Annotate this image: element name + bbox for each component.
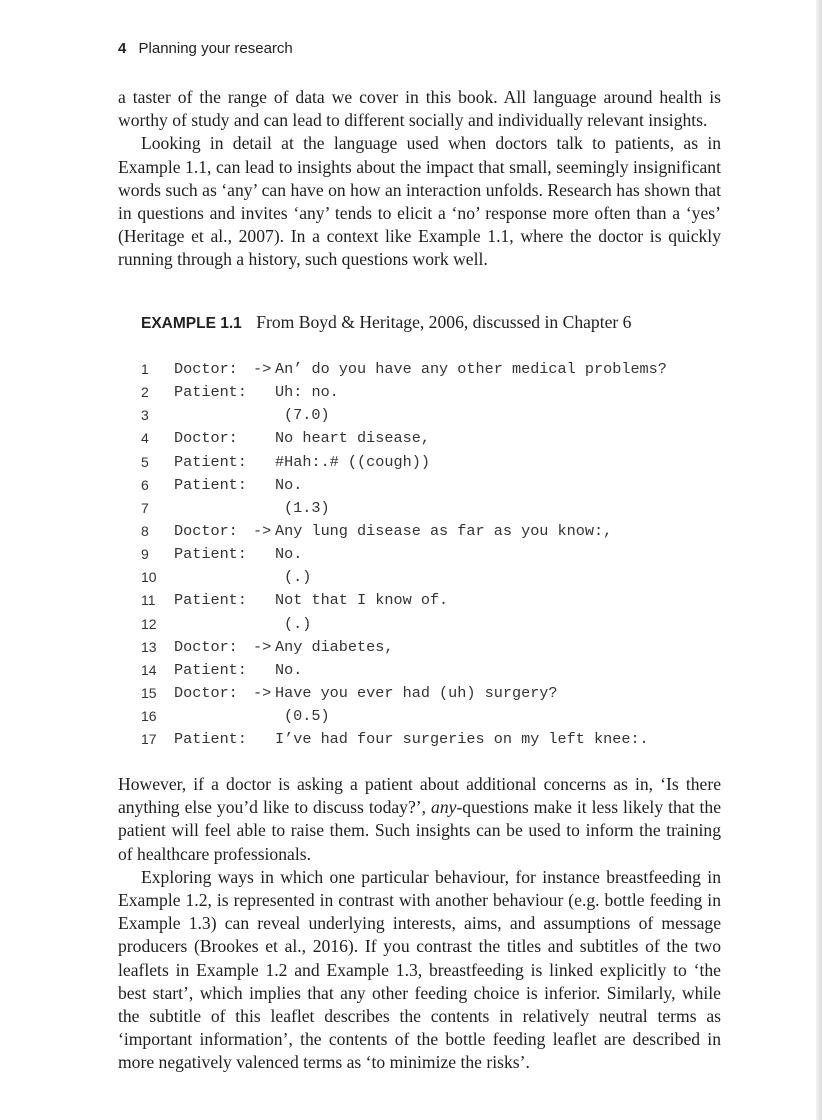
transcript-line xyxy=(141,474,741,497)
example-heading xyxy=(141,312,631,333)
transcript-line xyxy=(141,404,741,427)
transcript-line xyxy=(141,636,741,659)
utterance: (.) xyxy=(284,614,312,633)
utterance: (0.5) xyxy=(284,707,330,726)
speaker-label: Doctor: xyxy=(174,637,238,656)
transcript-line xyxy=(141,613,741,636)
utterance: No heart disease, xyxy=(275,429,430,448)
transcript-line xyxy=(141,520,741,543)
utterance: An’ do you have any other medical problems? xyxy=(275,360,667,378)
line-number: 8 xyxy=(141,522,149,539)
paragraph-any-questions: Looking in detail at the language used when doctors talk to patients, as in Example 1.1, can lead to insights about the impact that small, seemingly insignificant words such as ‘any’ can have on how an interaction unfolds. Research has shown that in questions and invites ‘any’ tends to elicit a ‘no’ response more often than a ‘yes’ (Heritage et al., 2007). In a context like Example 1.1, where the doctor is quickly running through a history, such questions work well. xyxy=(118,133,721,270)
paragraph-breastfeeding: Exploring ways in which one particular behaviour, for instance breastfeeding in Example 1.2, is represented in contrast with another behaviour (e.g. bottle feeding in Example 1.3) can reveal underlying interests, aims, and assumptions of message producers (Brookes et al., 2016). If you contrast the titles and subtitles of the two leaflets in Example 1.2 and Example 1.3, breastfeeding is linked explicitly to ‘the best start’, which implies that any other feeding choice is inferior. Similarly, while the subtitle of this leaflet describes the contents in relatively neutral terms as ‘important information’, the contents of the bottle feeding leaflet are described in more negatively valenced terms as ‘to minimize the risks’. xyxy=(118,866,721,1073)
utterance: (1.3) xyxy=(284,498,330,517)
line-number: 7 xyxy=(141,499,149,516)
speaker-label: Doctor: xyxy=(174,360,238,378)
utterance: (7.0) xyxy=(284,406,330,425)
transcript-line xyxy=(141,728,741,751)
page-edge-shadow xyxy=(816,0,822,1120)
example-label: EXAMPLE 1.1 xyxy=(141,315,242,332)
transcript-line xyxy=(141,682,741,705)
speaker-label: Patient: xyxy=(174,545,247,564)
line-number: 15 xyxy=(141,684,157,701)
paragraph-text: -questions make it less likely that the patient will feel able to raise them. Such insights can be used to inform the training of healthcare professionals. xyxy=(118,797,721,864)
emphasis-any: any xyxy=(431,797,457,818)
speaker-label: Patient: xyxy=(174,452,247,471)
utterance: No. xyxy=(275,660,303,679)
transcript-line xyxy=(141,659,741,682)
line-number: 12 xyxy=(141,615,157,632)
speaker-label: Patient: xyxy=(174,383,247,402)
utterance: Uh: no. xyxy=(275,383,339,402)
line-number: 16 xyxy=(141,708,157,725)
line-number: 2 xyxy=(141,384,149,401)
body-text-top xyxy=(118,86,721,272)
line-number: 4 xyxy=(141,430,149,447)
utterance: I’ve had four surgeries on my left knee:. xyxy=(275,730,649,749)
speaker-label: Patient: xyxy=(174,660,247,679)
transcript-line xyxy=(141,358,741,381)
line-number: 14 xyxy=(141,661,157,678)
paragraph-text: However, if a doctor is asking a patient about additional concerns as in, ‘Is there anything else you’d like to discuss today?’, xyxy=(118,774,721,818)
utterance: #Hah:.# ((cough)) xyxy=(275,452,430,471)
body-text-bottom xyxy=(118,773,721,1075)
arrow-marker: -> xyxy=(253,637,272,656)
line-number: 1 xyxy=(141,361,149,377)
utterance: Any lung disease as far as you know:, xyxy=(275,521,613,540)
transcript-block xyxy=(141,358,741,751)
utterance: No. xyxy=(275,475,303,494)
speaker-label: Patient: xyxy=(174,591,247,610)
running-header xyxy=(118,40,293,57)
transcript-line xyxy=(141,451,741,474)
line-number: 13 xyxy=(141,638,157,655)
line-number: 11 xyxy=(141,592,156,609)
paragraph-continued: a taster of the range of data we cover in this book. All language around health is worthy of study and can lead to different socially and individually relevant insights. xyxy=(118,87,721,131)
line-number: 10 xyxy=(141,569,157,586)
line-number: 17 xyxy=(141,731,157,748)
arrow-marker: -> xyxy=(253,521,272,540)
transcript-line xyxy=(141,566,741,589)
speaker-label: Doctor: xyxy=(174,683,238,702)
transcript-line xyxy=(141,497,741,520)
arrow-marker: -> xyxy=(253,360,272,378)
transcript-line xyxy=(141,589,741,612)
paragraph-additional-concerns xyxy=(118,773,721,866)
speaker-label: Patient: xyxy=(174,475,247,494)
utterance: No. xyxy=(275,545,303,564)
line-number: 9 xyxy=(141,546,149,563)
page-number: 4 xyxy=(118,40,127,57)
example-caption: From Boyd & Heritage, 2006, discussed in Chapter 6 xyxy=(256,312,632,332)
arrow-marker: -> xyxy=(253,683,272,702)
transcript-line xyxy=(141,381,741,404)
line-number: 6 xyxy=(141,476,149,493)
transcript-line xyxy=(141,427,741,450)
speaker-label: Doctor: xyxy=(174,429,238,448)
line-number: 5 xyxy=(141,453,149,470)
speaker-label: Patient: xyxy=(174,730,247,749)
utterance: Any diabetes, xyxy=(275,637,394,656)
transcript-line xyxy=(141,705,741,728)
transcript-line xyxy=(141,543,741,566)
utterance: Have you ever had (uh) surgery? xyxy=(275,683,558,702)
running-title: Planning your research xyxy=(138,40,293,57)
utterance: (.) xyxy=(284,568,312,587)
speaker-label: Doctor: xyxy=(174,521,238,540)
utterance: Not that I know of. xyxy=(275,591,449,610)
line-number: 3 xyxy=(141,407,149,424)
